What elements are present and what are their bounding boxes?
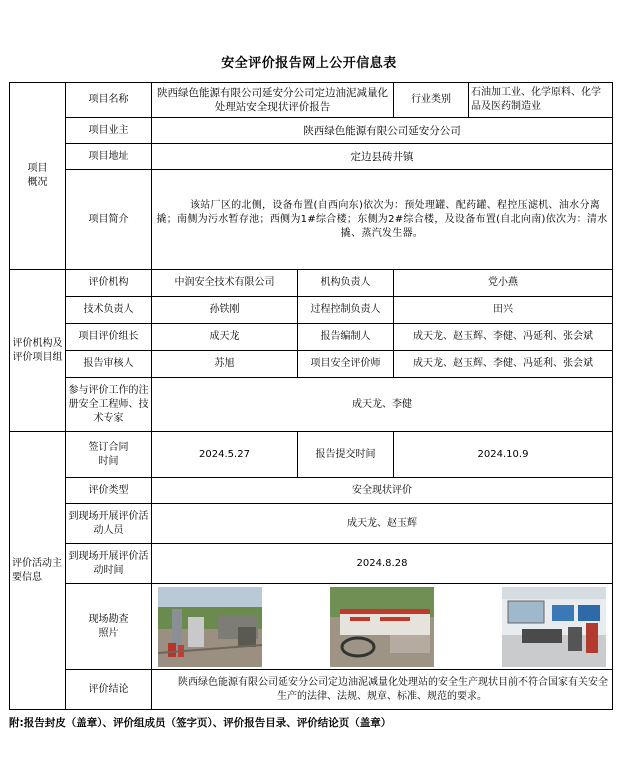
section-org: 评价机构及 评价项目组	[10, 270, 66, 432]
reviewer-label: 报告审核人	[66, 351, 152, 378]
conclusion: 陕西绿色能源有限公司延安分公司定边油泥减量化处理站的安全生产现状目前不符合国家有关安全生产的法律、法规、规章、标准、规范的要求。	[152, 670, 613, 710]
site-photo-3	[502, 587, 606, 667]
photos-cell	[152, 584, 613, 670]
reviewer: 苏旭	[152, 351, 298, 378]
leader-label: 项目评价组长	[66, 324, 152, 351]
tech-head-label: 技术负责人	[66, 297, 152, 324]
intro-label: 项目简介	[66, 170, 152, 270]
intro-text: 该站厂区的北侧，设备布置(自西向东)依次为：预处理罐、配药罐、程控压滤机、油水分离撬；南侧为污水暂存池；西侧为1#综合楼；东侧为2#综合楼，及设备布置(自北向南)依次为：清水撬、蒸汽发生器。	[152, 170, 613, 270]
owner: 陕西绿色能源有限公司延安分公司	[152, 118, 613, 144]
address: 定边县砖井镇	[152, 144, 613, 170]
owner-label: 项目业主	[66, 118, 152, 144]
site-photo-1	[158, 587, 262, 667]
submit-label: 报告提交时间	[298, 432, 394, 478]
evaluators: 成天龙、赵玉辉、李健、冯延利、张会斌	[394, 351, 613, 378]
evaluators-label: 项目安全评价师	[298, 351, 394, 378]
onsite-time-label: 到现场开展评价活动时间	[66, 544, 152, 584]
onsite-time: 2024.8.28	[152, 544, 613, 584]
project-name-label: 项目名称	[66, 83, 152, 118]
type-label: 评价类型	[66, 478, 152, 504]
process-head: 田兴	[394, 297, 613, 324]
page-title: 安全评价报告网上公开信息表	[221, 56, 397, 71]
onsite-people-label: 到现场开展评价活动人员	[66, 504, 152, 544]
address-label: 项目地址	[66, 144, 152, 170]
section-activity: 评价活动主要信息	[10, 432, 66, 710]
tech-head: 孙铁刚	[152, 297, 298, 324]
compilers: 成天龙、赵玉辉、李健、冯延利、张会斌	[394, 324, 613, 351]
agency-head: 党小燕	[394, 270, 613, 297]
engineers-label: 参与评价工作的注册安全工程师、技术专家	[66, 378, 152, 432]
photos-label: 现场勘查 照片	[66, 584, 152, 670]
compiler-label: 报告编制人	[298, 324, 394, 351]
agency-label: 评价机构	[66, 270, 152, 297]
agency-head-label: 机构负责人	[298, 270, 394, 297]
industry-label: 行业类别	[394, 83, 469, 118]
footnote: 附:报告封皮（盖章）、评价组成员（签字页）、评价报告目录、评价结论页（盖章）	[9, 717, 392, 729]
onsite-people: 成天龙、赵玉辉	[152, 504, 613, 544]
agency: 中润安全技术有限公司	[152, 270, 298, 297]
eval-type: 安全现状评价	[152, 478, 613, 504]
site-photo-2	[330, 587, 434, 667]
contract-date: 2024.5.27	[152, 432, 298, 478]
info-table	[9, 82, 613, 710]
contract-label: 签订合同 时间	[66, 432, 152, 478]
project-name: 陕西绿色能源有限公司延安分公司定边油泥减量化处理站安全现状评价报告	[152, 83, 394, 118]
submit-date: 2024.10.9	[394, 432, 613, 478]
process-head-label: 过程控制负责人	[298, 297, 394, 324]
industry: 石油加工业、化学原料、化学品及医药制造业	[469, 83, 613, 118]
engineers: 成天龙、李健	[152, 378, 613, 432]
leader: 成天龙	[152, 324, 298, 351]
section-overview: 项目 概况	[10, 83, 66, 270]
conclusion-label: 评价结论	[66, 670, 152, 710]
